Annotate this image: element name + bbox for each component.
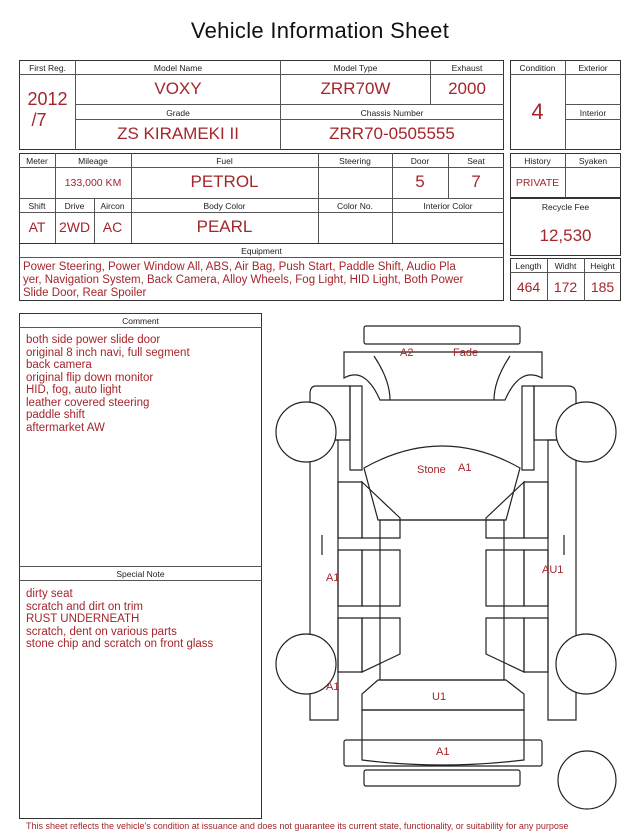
width-value: 172	[553, 279, 578, 295]
shift-label: Shift	[28, 201, 46, 211]
condition-label: Condition	[519, 63, 556, 73]
first-reg-month: /7	[31, 110, 47, 130]
aircon-value: AC	[102, 219, 123, 235]
wheel-front-left	[276, 402, 336, 462]
equipment-line-3: Slide Door, Rear Spoiler	[23, 287, 147, 299]
condition-value: 4	[531, 99, 544, 124]
special-note-line: dirty seat	[26, 588, 73, 600]
comment-line: both side power slide door	[26, 334, 161, 346]
door-label: Door	[410, 156, 430, 166]
meter-label: Meter	[26, 156, 48, 166]
interior-color-label: Interior Color	[423, 201, 473, 211]
history-label: History	[524, 156, 551, 166]
height-label: Height	[590, 261, 615, 271]
damage-rear-left: A1	[326, 681, 340, 693]
exhaust-label: Exhaust	[451, 63, 483, 73]
damage-windshield-stone: Stone	[417, 464, 446, 476]
front-bumper	[364, 326, 520, 344]
page-title: Vehicle Information Sheet	[190, 18, 450, 43]
chassis-number-value: ZRR70-0505555	[329, 124, 455, 143]
body-color-value: PEARL	[196, 217, 253, 236]
body-color-label: Body Color	[203, 201, 246, 211]
chassis-number-label: Chassis Number	[360, 108, 424, 118]
comment-line: aftermarket AW	[26, 421, 105, 434]
damage-rear-glass: U1	[432, 691, 447, 703]
comment-line: original 8 inch navi, full segment	[26, 346, 190, 359]
damage-windshield-a1: A1	[458, 462, 472, 474]
damage-left-side: A1	[326, 572, 340, 584]
equipment-line-2: yer, Navigation System, Back Camera, Alloy Wheels, Fog Light, HID Light, Both Power	[23, 274, 464, 286]
width-label: Widht	[554, 261, 577, 271]
comment-line: HID, fog, auto light	[26, 384, 122, 396]
model-name-value: VOXY	[154, 79, 202, 98]
model-type-value: ZRR70W	[320, 79, 391, 98]
first-reg-label: First Reg.	[29, 63, 66, 73]
comment-line: leather covered steering	[26, 396, 150, 409]
damage-front-a2: A2	[400, 347, 414, 359]
comment-line: paddle shift	[26, 409, 85, 421]
comment-label: Comment	[122, 316, 159, 326]
color-no-label: Color No.	[337, 201, 373, 211]
syaken-label: Syaken	[578, 156, 608, 166]
damage-front-fade: Fade	[453, 347, 479, 359]
damage-rear-bumper: A1	[436, 746, 450, 758]
special-note-line: stone chip and scratch on front glass	[26, 638, 214, 650]
seat-value: 7	[471, 172, 481, 191]
model-name-label: Model Name	[153, 63, 203, 73]
special-note-line: scratch and dirt on trim	[26, 600, 143, 613]
grade-label: Grade	[166, 108, 190, 118]
door-value: 5	[415, 172, 425, 191]
comment-line: original flip down monitor	[26, 371, 154, 384]
fuel-value: PETROL	[190, 172, 259, 191]
drive-label: Drive	[64, 201, 85, 211]
shift-value: AT	[28, 219, 46, 235]
mileage-value: 133,000 KM	[64, 177, 122, 189]
comment-line: back camera	[26, 359, 92, 371]
recycle-fee-label: Recycle Fee	[541, 202, 590, 212]
equipment-line-1: Power Steering, Power Window All, ABS, Air Bag, Push Start, Paddle Shift, Audio Pla	[23, 261, 456, 273]
length-value: 464	[516, 279, 541, 295]
grade-value: ZS KIRAMEKI II	[117, 124, 239, 143]
exhaust-value: 2000	[448, 79, 486, 98]
interior-label: Interior	[579, 108, 607, 118]
damage-right-side: AU1	[542, 564, 564, 576]
mileage-label: Mileage	[78, 156, 108, 166]
fuel-label: Fuel	[216, 156, 233, 166]
seat-label: Seat	[467, 156, 485, 166]
disclaimer-footer: This sheet reflects the vehicle's condition at issuance and does not guarantee its current state, functionality, or suitability for any purpose	[26, 821, 569, 831]
wheel-front-right	[556, 402, 616, 462]
exterior-label: Exterior	[578, 63, 608, 73]
aircon-label: Aircon	[100, 201, 125, 211]
special-note-line: RUST UNDERNEATH	[26, 613, 140, 625]
equipment-label: Equipment	[241, 246, 282, 256]
height-value: 185	[590, 279, 615, 295]
front-hood	[344, 352, 542, 400]
car-damage-diagram	[270, 320, 620, 820]
spare-wheel	[558, 751, 616, 809]
model-type-label: Model Type	[333, 63, 378, 73]
history-value: PRIVATE	[515, 177, 560, 189]
length-label: Length	[515, 261, 542, 271]
special-note-label: Special Note	[116, 569, 165, 579]
windshield	[364, 446, 520, 520]
drive-value: 2WD	[58, 219, 91, 235]
wheel-rear-right	[556, 634, 616, 694]
recycle-fee-value: 12,530	[539, 226, 592, 245]
steering-label: Steering	[339, 156, 371, 166]
special-note-line: scratch, dent on various parts	[26, 625, 177, 638]
first-reg-year: 2012	[27, 89, 68, 109]
